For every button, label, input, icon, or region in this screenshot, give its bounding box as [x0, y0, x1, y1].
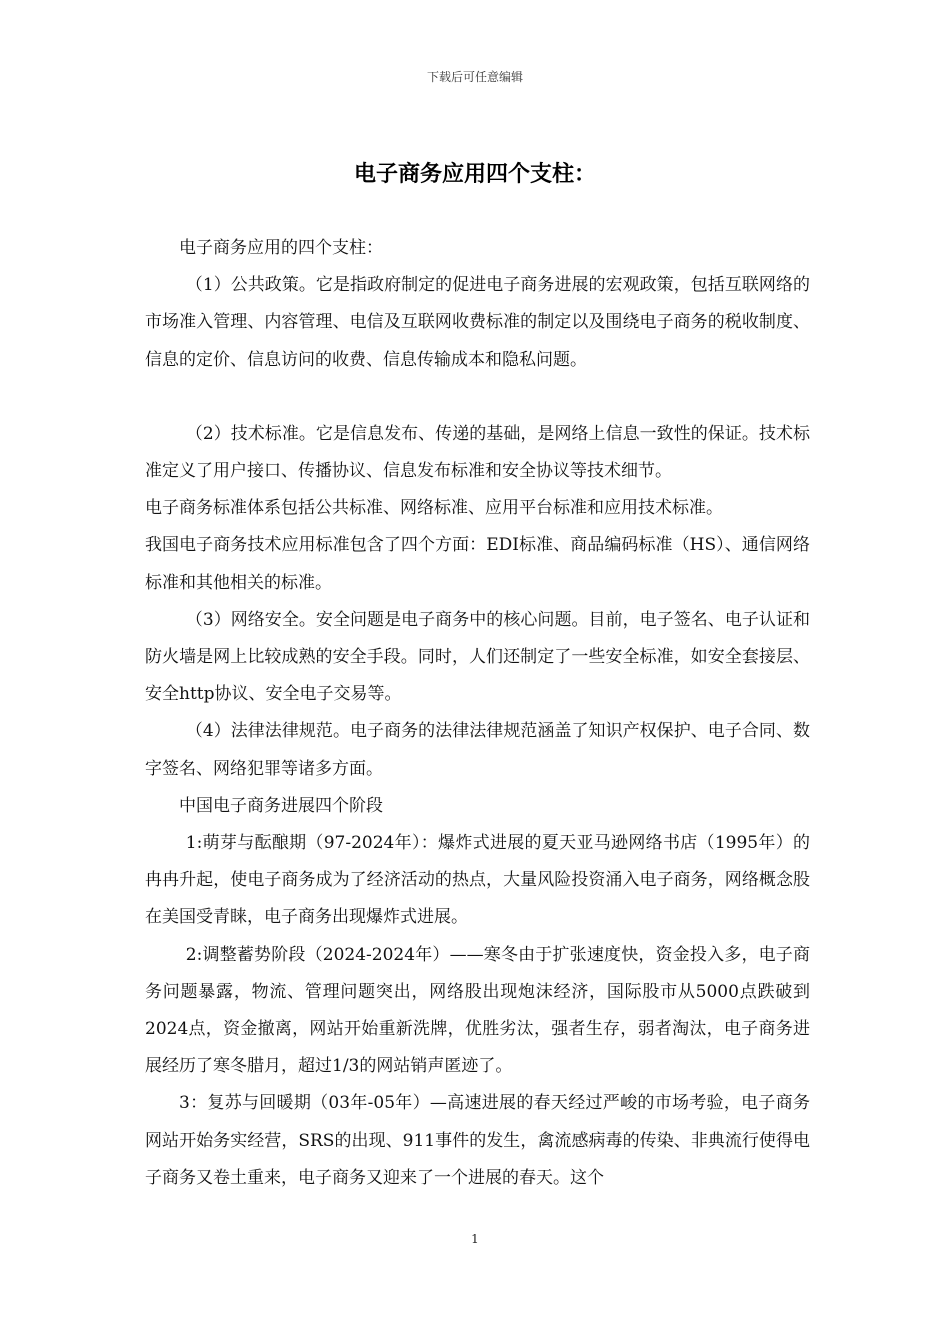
paragraph-technical-standards: （2）技术标准。它是信息发布、传递的基础，是网络上信息一致性的保证。技术标准定义了用户接口、传播协议、信息发布标准和安全协议等技术细节。	[145, 423, 810, 482]
paragraph-network-security: （3）网络安全。安全问题是电子商务中的核心问题。目前，电子签名、电子认证和防火墙是网上比较成熟的安全手段。同时，人们还制定了一些安全标准，如安全套接层、安全http协议、安全电子交易等。	[145, 609, 810, 705]
document-title: 电子商务应用四个支柱：	[353, 161, 596, 187]
paragraph-public-policy: （1）公共政策。它是指政府制定的促进电子商务进展的宏观政策，包括互联网络的市场准入管理、内容管理、电信及互联网收费标准的制定以及围绕电子商务的税收制度、信息的定价、信息访问的收费、信息传输成本和隐私问题。	[145, 275, 810, 370]
paragraph-legal-norms: （4）法律法律规范。电子商务的法律法律规范涵盖了知识产权保护、电子合同、数字签名、网络犯罪等诸多方面。	[145, 721, 810, 779]
paragraph-national-standards: 我国电子商务技术应用标准包含了四个方面：EDI标准、商品编码标准（HS）、通信网络标准和其他相关的标准。	[145, 535, 810, 593]
document-body	[145, 230, 810, 1197]
page-number: 1	[471, 1232, 479, 1246]
paragraph-stages-heading: 中国电子商务进展四个阶段	[179, 795, 383, 816]
paragraph-intro: 电子商务应用的四个支柱：	[179, 238, 383, 258]
paragraph-stage-1: 1:萌芽与酝酿期（97-2024年）：爆炸式进展的夏天亚马逊网络书店（1995年）的冉冉升起，使电子商务成为了经济活动的热点，大量风险投资涌入电子商务，网络概念股在美国受青睐，电子商务出现爆炸式进展。	[145, 833, 810, 928]
paragraph-stage-2: 2:调整蓄势阶段（2024-2024年）——寒冬由于扩张速度快，资金投入多，电子商务问题暴露，物流、管理问题突出，网络股出现炮沫经济，国际股市从5000点跌破到2024点，资金撤离，网站开始重新洗牌，优胜劣汰，强者生存，弱者淘汰，电子商务进展经历了寒冬腊月，超过1/3的网站销声匿迹了。	[145, 944, 810, 1077]
paragraph-stage-3: 3：复苏与回暖期（03年-05年）—高速进展的春天经过严峻的市场考验，电子商务网站开始务实经营，SRS的出现、911事件的发生，禽流感病毒的传染、非典流行使得电子商务又卷土重来，电子商务又迎来了一个进展的春天。这个	[145, 1093, 810, 1188]
header-note: 下载后可任意编辑	[426, 70, 523, 84]
paragraph-standards-system: 电子商务标准体系包括公共标准、网络标准、应用平台标准和应用技术标准。	[145, 498, 723, 519]
